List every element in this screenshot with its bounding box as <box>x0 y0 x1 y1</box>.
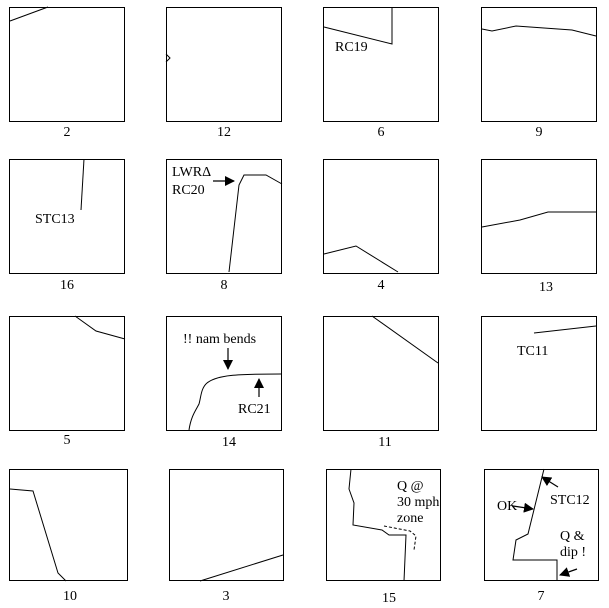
panel-number: 13 <box>539 280 553 295</box>
panel-number: 5 <box>63 433 71 448</box>
panel-7 <box>485 469 599 581</box>
panel-11 <box>324 316 439 431</box>
panel-12 <box>166 8 282 122</box>
label-lwr: LWRΔ <box>172 165 212 180</box>
arrow-stc12 <box>542 477 558 487</box>
panel-2 <box>10 7 125 122</box>
note-30-mph: 30 mph <box>397 495 440 510</box>
panel-number: 12 <box>217 125 231 140</box>
panel-tc11 <box>482 317 597 431</box>
panel-number: 14 <box>222 435 236 450</box>
panel-number: 10 <box>63 589 77 604</box>
panel-number: 7 <box>537 589 545 604</box>
note-q-and: Q & <box>560 529 585 544</box>
panel-number: 4 <box>377 278 385 293</box>
note-q-at: Q @ <box>397 479 424 494</box>
panel-number: 3 <box>222 589 230 604</box>
panel-3 <box>170 470 284 582</box>
label-stc13: STC13 <box>35 212 75 227</box>
label-stc12: STC12 <box>550 493 590 508</box>
panel-13 <box>482 160 597 274</box>
panel-number: 15 <box>382 591 396 606</box>
panel-4 <box>324 160 439 274</box>
panel-number: 11 <box>378 435 392 450</box>
panel-number: 8 <box>220 278 228 293</box>
panel-number: 2 <box>63 125 71 140</box>
label-rc21: RC21 <box>238 402 271 417</box>
note-zone: zone <box>397 511 424 526</box>
note-ok: OK <box>497 499 518 514</box>
panel-10 <box>10 470 128 582</box>
note-dip: dip ! <box>560 545 587 560</box>
panel-9 <box>482 8 597 122</box>
panel-number: 16 <box>60 278 74 293</box>
panel-6 <box>324 7 439 122</box>
label-tc11: TC11 <box>517 344 549 359</box>
panel-number: 9 <box>535 125 543 140</box>
label-rc19: RC19 <box>335 40 368 55</box>
panel-number: 6 <box>377 125 385 140</box>
panel-5 <box>10 316 126 431</box>
arrow-q-dip <box>560 569 577 575</box>
note-nam-bends: !! nam bends <box>183 332 257 347</box>
label-rc20: RC20 <box>172 183 205 198</box>
